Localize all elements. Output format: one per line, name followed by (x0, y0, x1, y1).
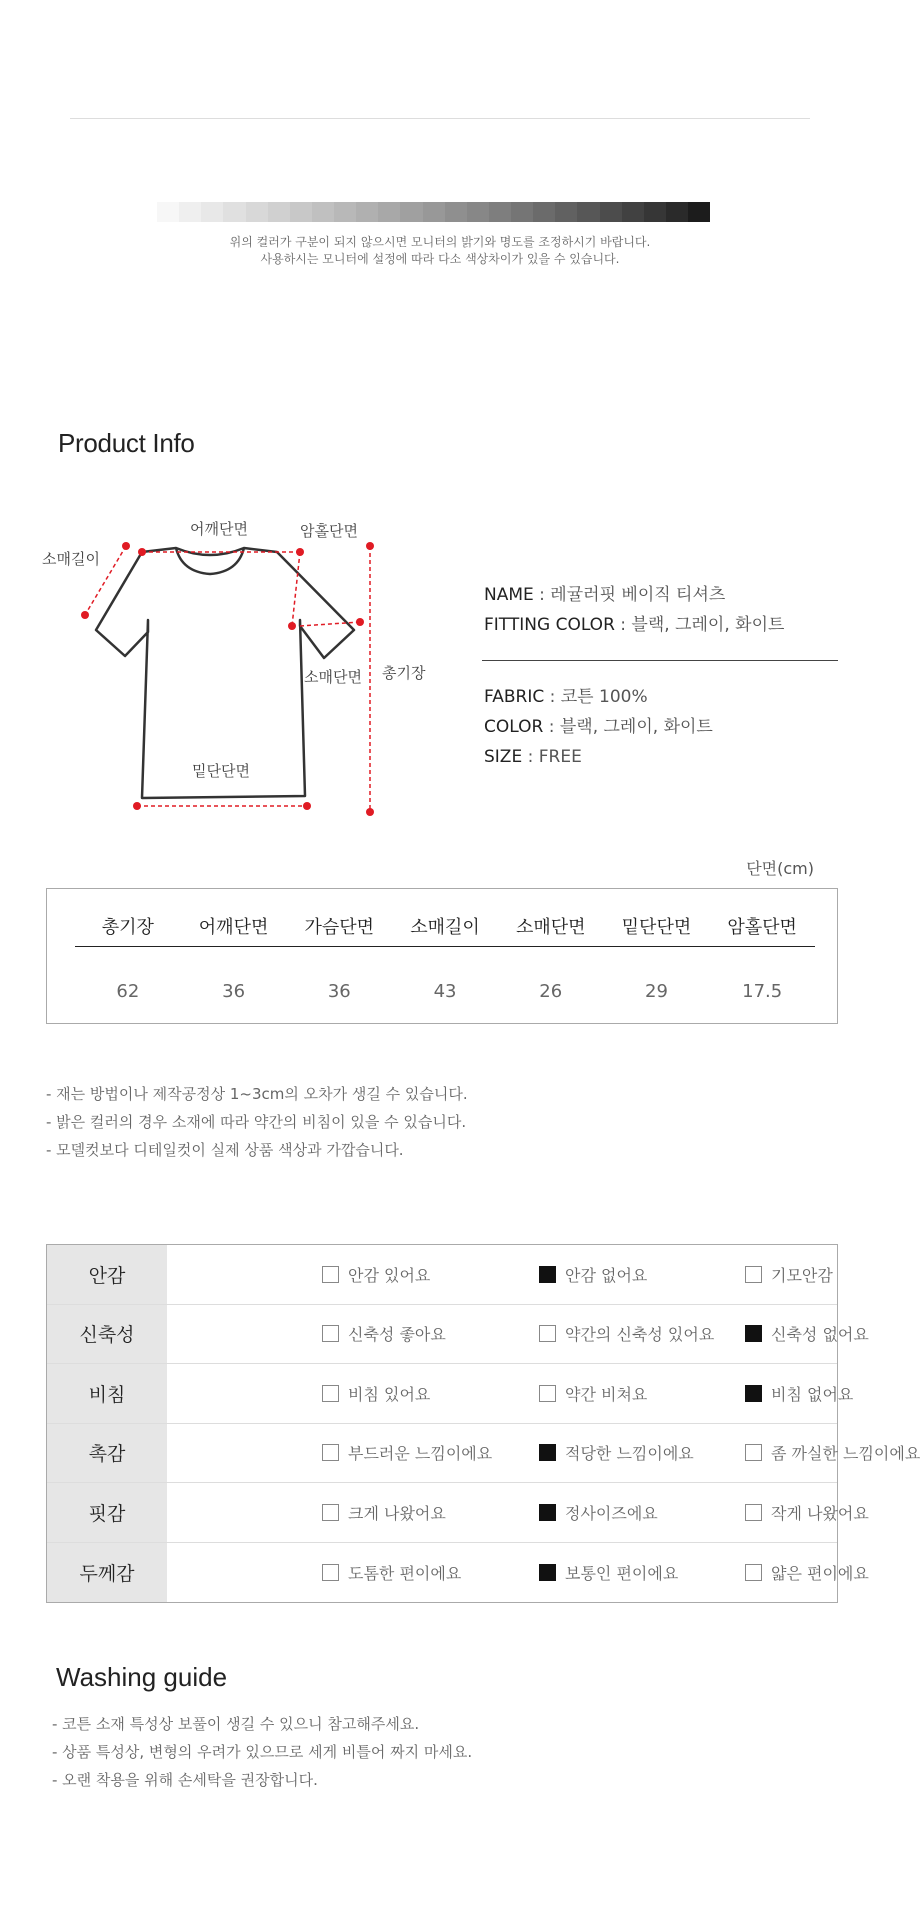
label-armhole: 암홀단면 (300, 522, 358, 540)
note-line: - 모델컷보다 디테일컷이 실제 상품 색상과 가깝습니다. (46, 1141, 404, 1159)
feel-option (745, 1561, 869, 1584)
feel-option-label: 좀 까실한 느낌이에요 (771, 1444, 920, 1464)
unchecked-box-icon (322, 1266, 339, 1283)
feel-option-label: 기모안감 (771, 1265, 833, 1285)
feel-options (167, 1424, 920, 1483)
monitor-notice-line-1: 위의 컬러가 구분이 되지 않으시면 모니터의 밝기와 명도를 조정하시기 바랍니다. (229, 235, 651, 249)
feel-row-label: 비침 (47, 1364, 167, 1423)
washing-line: - 코튼 소재 특성상 보풀이 생길 수 있으니 참고해주세요. (52, 1715, 420, 1733)
feel-option-label: 부드러운 느낌이에요 (348, 1444, 493, 1464)
info-name: NAME : 레귤러핏 베이직 티셔츠 (484, 585, 726, 605)
checked-box-icon (745, 1325, 762, 1342)
unchecked-box-icon (745, 1564, 762, 1581)
feel-option-label: 얇은 편이에요 (771, 1563, 869, 1583)
monitor-notice (0, 234, 880, 268)
grayscale-swatch (334, 202, 356, 222)
grayscale-swatch (511, 202, 533, 222)
washing-guide-heading: Washing guide (56, 1662, 228, 1692)
size-value-cell: 36 (327, 981, 351, 1002)
grayscale-swatch (666, 202, 688, 222)
size-header-cell: 총기장 (101, 917, 154, 938)
unchecked-box-icon (322, 1385, 339, 1402)
grayscale-swatch (378, 202, 400, 222)
size-value-cell: 17.5 (742, 981, 783, 1002)
feel-options (167, 1305, 869, 1364)
feel-option-label: 안감 없어요 (565, 1265, 648, 1285)
info-fitting-color: FITTING COLOR : 블랙, 그레이, 화이트 (484, 615, 785, 635)
feel-row-label: 핏감 (47, 1483, 167, 1542)
feel-option-label: 도톰한 편이에요 (348, 1563, 462, 1583)
note-line: - 밝은 컬러의 경우 소재에 따라 약간의 비침이 있을 수 있습니다. (46, 1113, 467, 1131)
feel-row (47, 1245, 837, 1305)
unchecked-box-icon (322, 1325, 339, 1342)
feel-option-label: 약간 비쳐요 (565, 1384, 648, 1404)
feel-options (167, 1483, 869, 1542)
feel-row (47, 1483, 869, 1543)
product-info-heading: Product Info (58, 428, 195, 458)
size-header-cell: 소매단면 (515, 917, 586, 938)
label-total-length: 총기장 (382, 664, 426, 682)
grayscale-swatch (644, 202, 666, 222)
feel-option-label: 약간의 신축성 있어요 (565, 1325, 715, 1345)
feel-option (745, 1263, 833, 1286)
grayscale-swatch (356, 202, 378, 222)
feel-option (539, 1501, 658, 1524)
feel-option-label: 작게 나왔어요 (771, 1503, 869, 1523)
grayscale-swatch (445, 202, 467, 222)
size-table (46, 888, 838, 1024)
size-value-cell: 26 (539, 981, 563, 1002)
washing-line: - 오랜 착용을 위해 손세탁을 권장합니다. (52, 1771, 318, 1789)
unchecked-box-icon (322, 1444, 339, 1461)
checked-box-icon (539, 1504, 556, 1521)
size-value-cell: 29 (645, 981, 668, 1002)
feel-option-label: 비침 있어요 (348, 1384, 431, 1404)
feel-option-label: 크게 나왔어요 (348, 1503, 446, 1523)
feel-row-label: 안감 (47, 1245, 167, 1304)
grayscale-swatch (688, 202, 710, 222)
grayscale-calibration-bar (157, 202, 710, 222)
feel-options (167, 1543, 869, 1603)
feel-option-label: 보통인 편이에요 (565, 1563, 679, 1583)
feel-row (47, 1543, 869, 1603)
unchecked-box-icon (322, 1504, 339, 1521)
size-table-values (75, 981, 815, 1002)
label-sleeve-length: 소매길이 (42, 550, 100, 568)
unchecked-box-icon (745, 1444, 762, 1461)
size-table-header (75, 913, 815, 947)
feel-options (167, 1364, 854, 1423)
feel-option (322, 1382, 430, 1405)
unchecked-box-icon (322, 1564, 339, 1581)
feel-option (745, 1322, 869, 1345)
grayscale-swatch (577, 202, 599, 222)
feel-row (47, 1364, 854, 1424)
unchecked-box-icon (745, 1266, 762, 1283)
grayscale-swatch (157, 202, 179, 222)
checked-box-icon (539, 1444, 556, 1461)
checked-box-icon (539, 1564, 556, 1581)
feel-option-label: 적당한 느낌이에요 (565, 1444, 694, 1464)
feel-option (539, 1441, 694, 1464)
feel-option (745, 1501, 869, 1524)
note-line: - 재는 방법이나 제작공정상 1~3cm의 오차가 생길 수 있습니다. (46, 1085, 468, 1103)
checked-box-icon (745, 1385, 762, 1402)
feel-row-label: 촉감 (47, 1424, 167, 1483)
grayscale-swatch (400, 202, 422, 222)
washing-line: - 상품 특성상, 변형의 우려가 있으므로 세게 비틀어 짜지 마세요. (52, 1743, 473, 1761)
monitor-notice-line-2: 사용하시는 모니터에 설정에 따라 다소 색상차이가 있을 수 있습니다. (260, 252, 620, 266)
size-header-cell: 암홀단면 (727, 917, 797, 938)
feel-option-label: 신축성 없어요 (771, 1325, 869, 1345)
grayscale-swatch (223, 202, 245, 222)
feel-option (539, 1263, 647, 1286)
size-header-cell: 가슴단면 (304, 917, 375, 938)
feel-option-label: 비침 없어요 (771, 1384, 854, 1404)
feel-row-label: 두께감 (47, 1543, 167, 1603)
size-header-cell: 어깨단면 (198, 917, 269, 938)
size-unit-label: 단면(cm) (746, 859, 814, 878)
grayscale-swatch (246, 202, 268, 222)
label-shoulder: 어깨단면 (190, 520, 248, 538)
feel-option (322, 1501, 446, 1524)
checked-box-icon (539, 1266, 556, 1283)
feel-options (167, 1245, 837, 1304)
info-fabric: FABRIC : 코튼 100% (484, 687, 648, 707)
info-size: SIZE : FREE (484, 747, 582, 767)
label-hem: 밑단단면 (192, 762, 250, 780)
size-value-cell: 43 (433, 981, 457, 1002)
tshirt-measurement-diagram (30, 510, 450, 810)
feel-row-label: 신축성 (47, 1305, 167, 1364)
info-spec (484, 682, 713, 772)
grayscale-swatch (622, 202, 644, 222)
feel-option-label: 신축성 좋아요 (348, 1325, 446, 1345)
grayscale-swatch (179, 202, 201, 222)
feel-option (539, 1561, 678, 1584)
info-color: COLOR : 블랙, 그레이, 화이트 (484, 717, 713, 737)
feel-option-label: 안감 있어요 (348, 1265, 431, 1285)
feel-row (47, 1424, 920, 1484)
grayscale-swatch (268, 202, 290, 222)
fabric-feel-table (46, 1244, 920, 1603)
feel-option (322, 1561, 461, 1584)
feel-option (322, 1263, 430, 1286)
info-basic (484, 580, 784, 640)
grayscale-swatch (312, 202, 334, 222)
grayscale-swatch (423, 202, 445, 222)
grayscale-swatch (489, 202, 511, 222)
size-header-cell: 밑단단면 (621, 917, 692, 938)
feel-option (745, 1441, 920, 1464)
unchecked-box-icon (745, 1504, 762, 1521)
size-header-cell: 소매길이 (410, 917, 480, 938)
grayscale-swatch (467, 202, 489, 222)
washing-guide-notes (52, 1710, 472, 1794)
feel-option-label: 정사이즈에요 (565, 1503, 658, 1523)
feel-row (47, 1305, 869, 1365)
feel-option (745, 1382, 853, 1405)
grayscale-swatch (555, 202, 577, 222)
feel-option (539, 1322, 714, 1345)
unchecked-box-icon (539, 1385, 556, 1402)
measurement-notes (46, 1080, 468, 1164)
info-divider (482, 660, 838, 661)
grayscale-swatch (201, 202, 223, 222)
size-value-cell: 62 (116, 981, 140, 1002)
label-sleeve-width: 소매단면 (304, 668, 362, 686)
grayscale-swatch (533, 202, 555, 222)
unchecked-box-icon (539, 1325, 556, 1342)
top-divider (70, 118, 810, 119)
size-value-cell: 36 (222, 981, 246, 1002)
grayscale-swatch (290, 202, 312, 222)
feel-option (322, 1441, 492, 1464)
feel-option (322, 1322, 446, 1345)
grayscale-swatch (600, 202, 622, 222)
feel-option (539, 1382, 647, 1405)
